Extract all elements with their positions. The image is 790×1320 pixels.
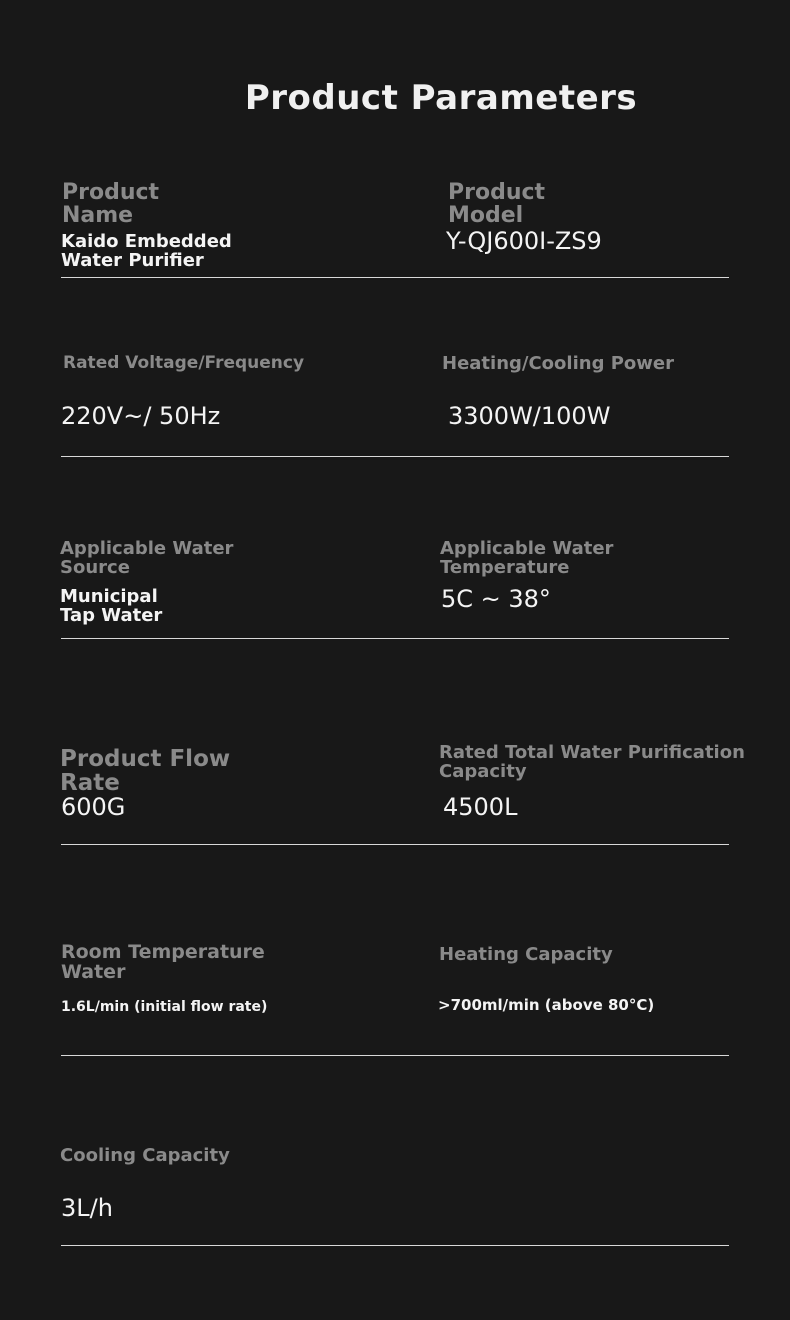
param-value-purification-capacity: 4500L (443, 793, 518, 821)
param-label-purification-capacity: Rated Total Water Purification Capacity (439, 742, 745, 782)
param-value-water-source: Municipal Tap Water (60, 586, 163, 626)
param-label-heating-capacity: Heating Capacity (439, 944, 613, 965)
row-divider (61, 844, 729, 845)
row-divider (61, 1245, 729, 1246)
param-label-cooling-capacity: Cooling Capacity (60, 1145, 230, 1166)
row-divider (61, 277, 729, 278)
param-value-flow-rate: 600G (61, 793, 126, 821)
param-value-heating-capacity: >700ml/min (above 80°C) (438, 996, 655, 1014)
param-value-product-model: Y-QJ600I-ZS9 (446, 227, 602, 255)
page-title: Product Parameters (244, 78, 638, 118)
row-divider (61, 1055, 729, 1056)
param-label-product-model: Product Model (448, 180, 546, 229)
param-label-water-temperature: Applicable Water Temperature (440, 538, 614, 578)
param-value-heating-cooling-power: 3300W/100W (448, 402, 611, 430)
param-label-room-temperature-water: Room Temperature Water (61, 941, 265, 983)
param-label-water-source: Applicable Water Source (60, 538, 234, 578)
row-divider (61, 456, 729, 457)
param-label-rated-voltage: Rated Voltage/Frequency (63, 353, 305, 373)
param-value-cooling-capacity: 3L/h (61, 1194, 113, 1222)
param-label-product-name: Product Name (62, 180, 160, 229)
param-value-product-name: Kaido Embedded Water Purifier (61, 231, 232, 271)
param-label-heating-cooling-power: Heating/Cooling Power (442, 353, 674, 374)
param-value-water-temperature: 5C ~ 38° (441, 585, 551, 613)
param-value-rated-voltage: 220V~/ 50Hz (61, 402, 221, 430)
param-label-flow-rate: Product Flow Rate (60, 746, 231, 797)
param-value-room-temperature-water: 1.6L/min (initial flow rate) (61, 999, 268, 1015)
row-divider (61, 638, 729, 639)
